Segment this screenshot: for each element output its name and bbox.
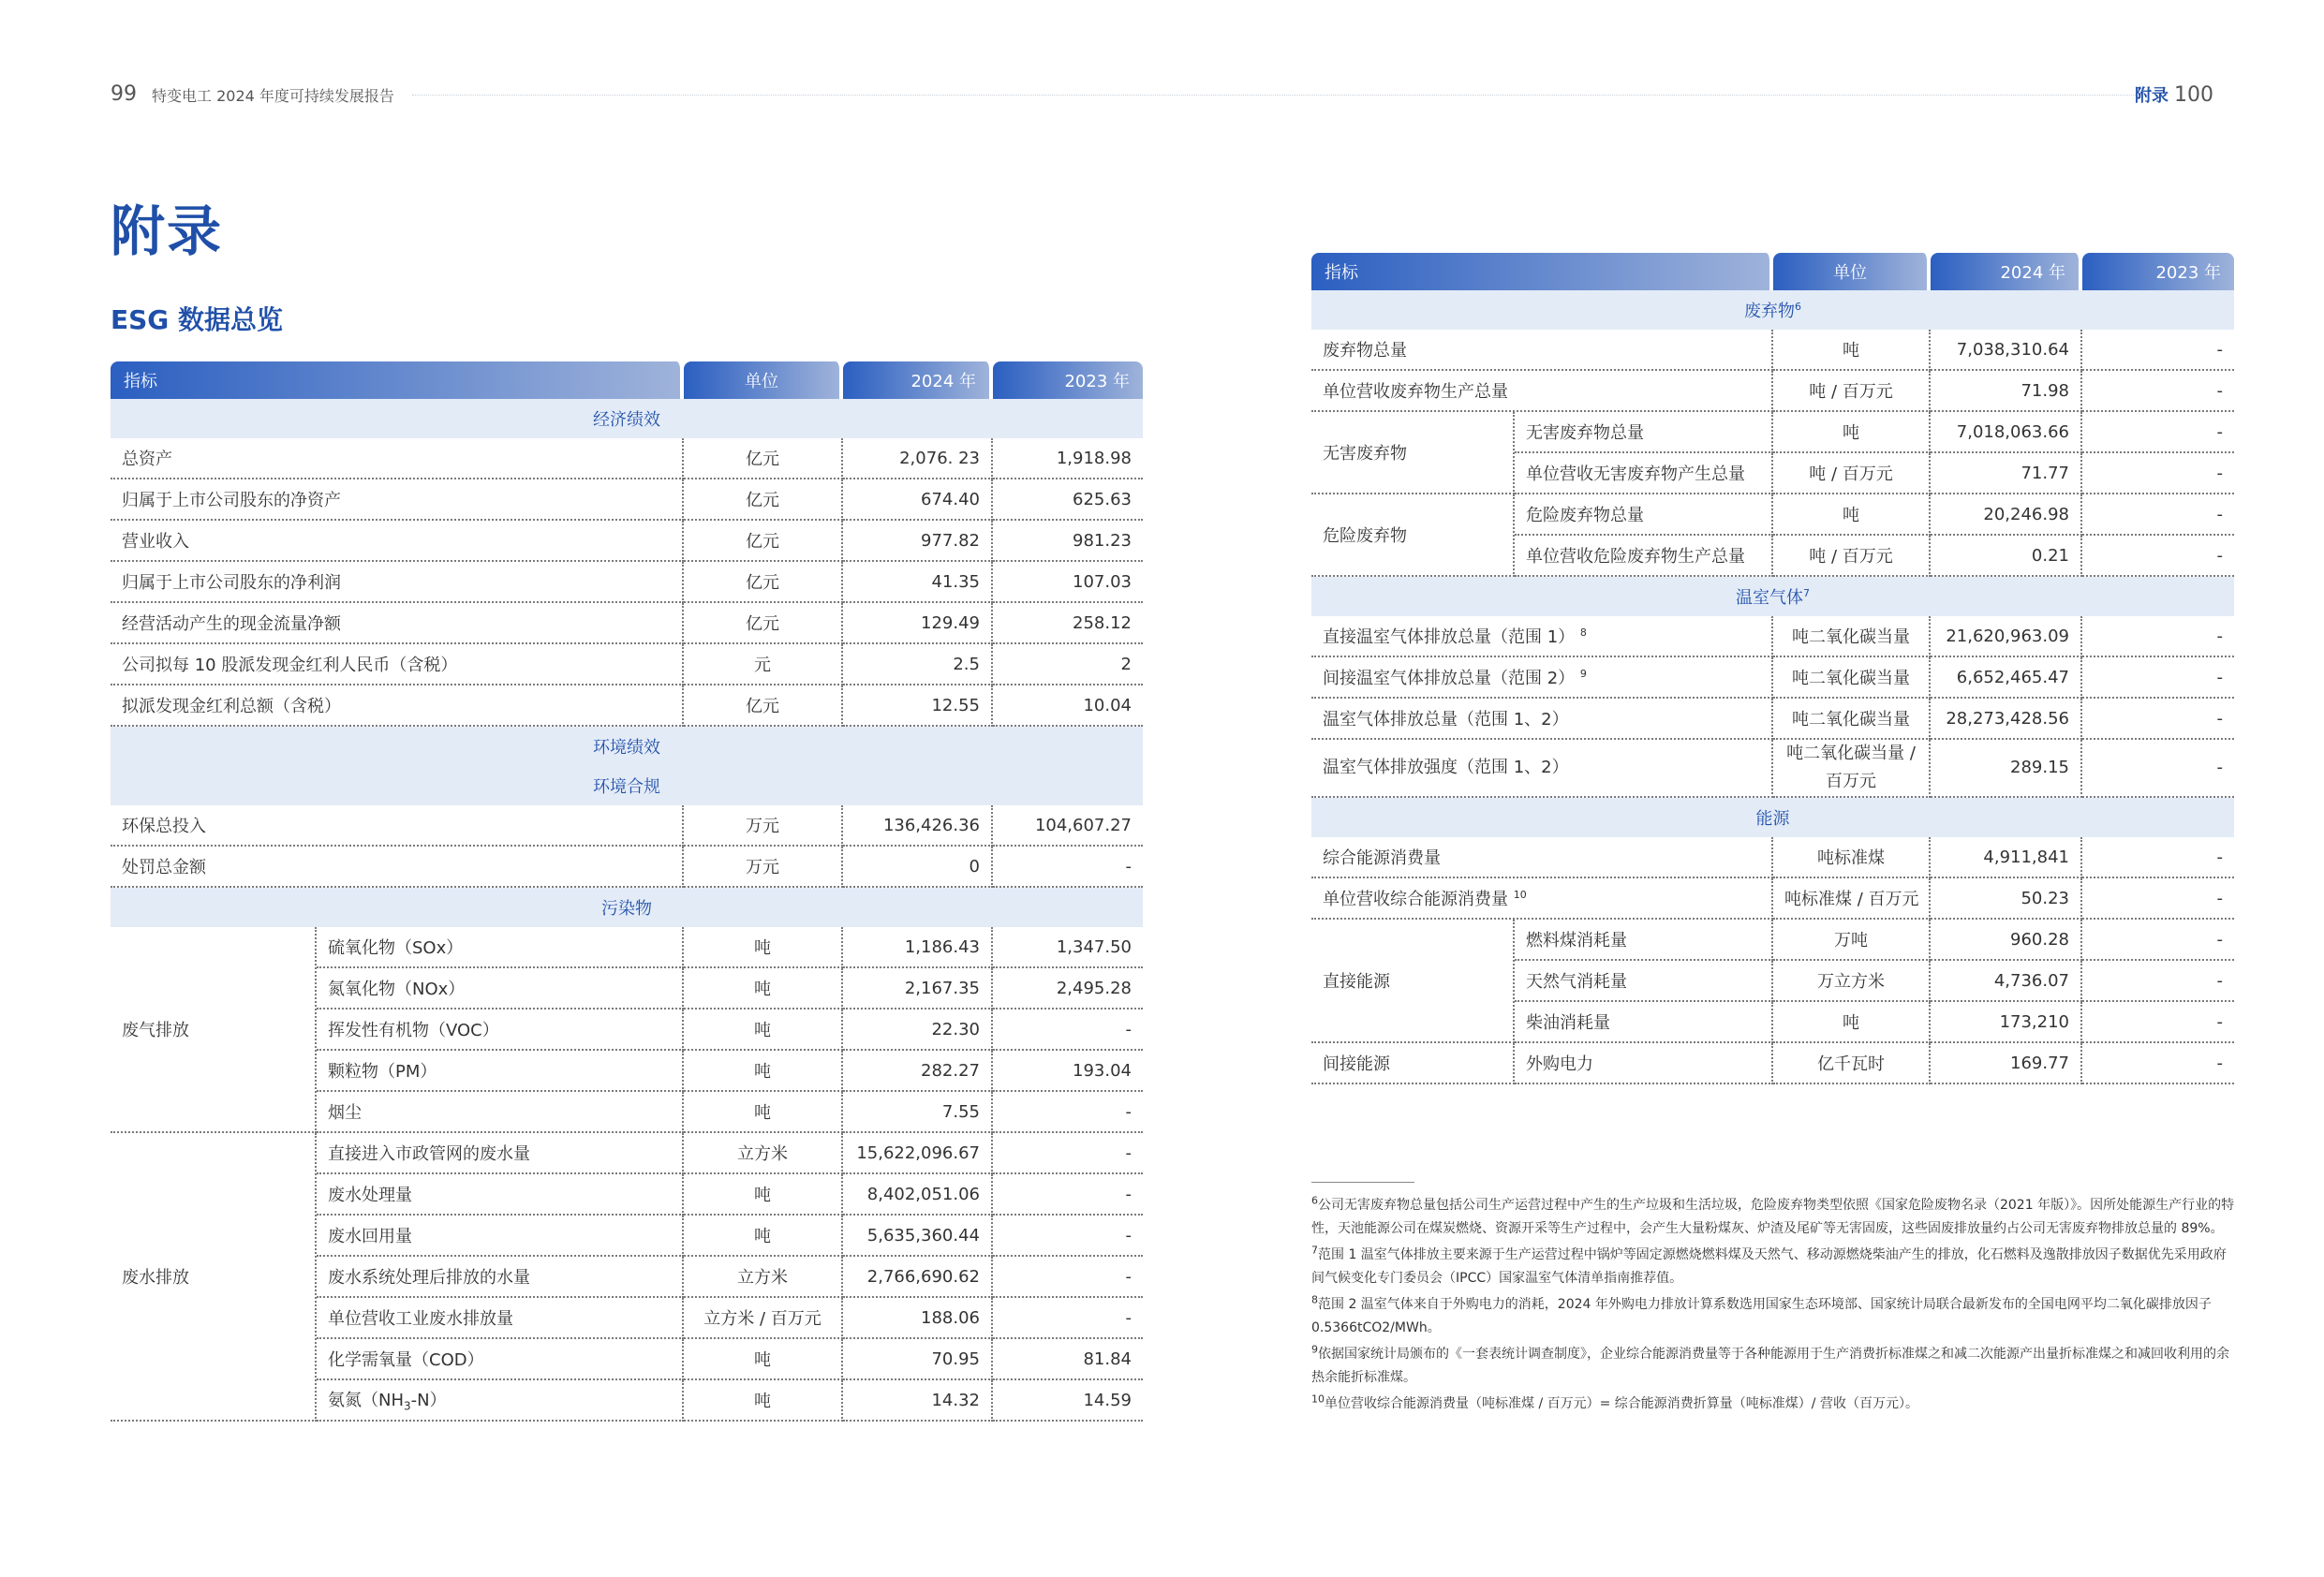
row-name: 危险废弃物总量 [1515, 494, 1773, 536]
table-row [111, 603, 1143, 644]
row-2024: 1,186.43 [843, 927, 993, 968]
footnote-text: 公司无害废弃物总量包括公司生产运营过程中产生的生产垃圾和生活垃圾，危险废弃物类型依照《国家危险废物名录（2021 年版）》。因所处能源生产行业的特性，天池能源公司在煤炭燃烧、资源开采等生产过程中，会产生大量粉煤灰、炉渣及尾矿等无害固废，这些固废排放量约占公司无害废弃物排放总量的 89%。 [1311, 1198, 2235, 1236]
row-group: 废水排放 [111, 1133, 317, 1422]
row-2024: 7,038,310.64 [1931, 330, 2082, 371]
section-subtitle: ESG 数据总览 [111, 304, 284, 335]
row-unit: 万元 [684, 805, 843, 847]
row-name: 公司拟每 10 股派发现金红利人民币（含税） [111, 644, 684, 685]
row-name [1311, 616, 1773, 657]
table-row [111, 644, 1143, 685]
row-name: 温室气体排放强度（范围 1、2） [1311, 740, 1773, 798]
col-unit: 单位 [684, 361, 843, 399]
footnote-ref: 8 [1579, 626, 1587, 639]
row-2024: 12.55 [843, 685, 993, 727]
row-name: 经营活动产生的现金流量净额 [111, 603, 684, 644]
row-2023: 14.59 [993, 1380, 1143, 1422]
row-2023: - [993, 847, 1143, 888]
row-2023: - [2082, 961, 2234, 1002]
footnote-text: 范围 1 温室气体排放主要来源于生产运营过程中锅炉等固定源燃烧燃料煤及天然气、移动源燃烧柴油产生的排放，化石燃料及逸散排放因子数据优先采用政府间气候变化专门委员会（IPCC）国家温室气体清单指南推荐值。 [1311, 1247, 2227, 1286]
table-row [1311, 657, 2234, 699]
footnote-number: 10 [1311, 1393, 1325, 1406]
row-2023: - [2082, 699, 2234, 740]
page-number: 100 [2174, 83, 2213, 107]
row-name: 环保总投入 [111, 805, 684, 847]
row-2024: 136,426.36 [843, 805, 993, 847]
row-2023: - [993, 1298, 1143, 1339]
row-name: 营业收入 [111, 521, 684, 562]
footnote-ref: 9 [1579, 668, 1587, 680]
row-group: 无害废弃物 [1311, 412, 1515, 494]
row-name: 无害废弃物总量 [1515, 412, 1773, 453]
row-2023: - [2082, 536, 2234, 577]
row-2023: 258.12 [993, 603, 1143, 644]
table-row [111, 1133, 1143, 1174]
page-title: 附录 [111, 199, 224, 263]
footnote-number: 7 [1311, 1244, 1318, 1257]
row-name: 燃料煤消耗量 [1515, 920, 1773, 961]
row-name [317, 1380, 684, 1422]
row-2024: 22.30 [843, 1010, 993, 1051]
footnote-item [1311, 1393, 2239, 1416]
row-group: 废气排放 [111, 927, 317, 1133]
row-2024: 70.95 [843, 1339, 993, 1380]
col-indicator: 指标 [111, 361, 684, 399]
row-name: 归属于上市公司股东的净资产 [111, 479, 684, 521]
section-economic: 经济绩效 [111, 399, 1143, 438]
row-2023: - [2082, 412, 2234, 453]
row-2023: - [993, 1216, 1143, 1257]
table-row [111, 685, 1143, 727]
row-name: 归属于上市公司股东的净利润 [111, 562, 684, 603]
row-name: 硫氧化物（SOx） [317, 927, 684, 968]
row-name: 废水系统处理后排放的水量 [317, 1257, 684, 1298]
row-unit: 立方米 [684, 1133, 843, 1174]
row-2023: - [2082, 371, 2234, 412]
row-name: 柴油消耗量 [1515, 1002, 1773, 1043]
row-unit: 立方米 [684, 1257, 843, 1298]
footnote-number: 8 [1311, 1293, 1318, 1306]
row-name: 废水处理量 [317, 1174, 684, 1216]
row-2024: 289.15 [1931, 740, 2082, 798]
row-2023: 10.04 [993, 685, 1143, 727]
row-2024: 5,635,360.44 [843, 1216, 993, 1257]
row-2023: 1,347.50 [993, 927, 1143, 968]
row-2024: 2,167.35 [843, 968, 993, 1010]
row-unit: 吨 [684, 1339, 843, 1380]
row-2024: 2,076. 23 [843, 438, 993, 479]
row-2024: 7,018,063.66 [1931, 412, 2082, 453]
row-unit: 吨 / 百万元 [1773, 536, 1931, 577]
row-2024: 2.5 [843, 644, 993, 685]
section-energy: 能源 [1311, 798, 2234, 837]
footnotes [1311, 1194, 2239, 1419]
row-2023: - [993, 1257, 1143, 1298]
footnote-item [1311, 1293, 2239, 1340]
row-2024: 71.77 [1931, 453, 2082, 494]
row-name: 化学需氧量（COD） [317, 1339, 684, 1380]
table-row [1311, 699, 2234, 740]
col-2024: 2024 年 [843, 361, 993, 399]
page-number-left: 99 [111, 82, 137, 106]
row-2023: 81.84 [993, 1339, 1143, 1380]
row-name: 烟尘 [317, 1092, 684, 1133]
row-unit: 万元 [684, 847, 843, 888]
row-unit: 吨 [684, 1010, 843, 1051]
section-row [1311, 577, 2234, 616]
section-row [111, 727, 1143, 766]
col-2023: 2023 年 [993, 361, 1143, 399]
row-2023: 1,918.98 [993, 438, 1143, 479]
row-name-text: -N） [410, 1391, 447, 1411]
row-2024: 4,911,841 [1931, 837, 2082, 878]
row-name: 综合能源消费量 [1311, 837, 1773, 878]
row-2023: - [993, 1010, 1143, 1051]
row-unit: 吨 [684, 1174, 843, 1216]
row-2024: 169.77 [1931, 1043, 2082, 1084]
footnote-item [1311, 1343, 2239, 1390]
table-header-row [111, 361, 1143, 399]
row-unit: 吨 [1773, 330, 1931, 371]
table-row [111, 479, 1143, 521]
footnote-text: 单位营收综合能源消费量（吨标准煤 / 百万元）= 综合能源消费折算量（吨标准煤）/ 营收（百万元）。 [1325, 1396, 1918, 1411]
report-title: 特变电工 2024 年度可持续发展报告 [152, 87, 394, 105]
row-unit: 亿元 [684, 438, 843, 479]
esg-data-table-left [111, 361, 1143, 1422]
row-2023: - [2082, 453, 2234, 494]
table-row [1311, 412, 2234, 453]
table-row [1311, 371, 2234, 412]
row-unit: 立方米 / 百万元 [684, 1298, 843, 1339]
row-unit: 吨 / 百万元 [1773, 371, 1931, 412]
row-2023: - [2082, 1002, 2234, 1043]
table-row [1311, 837, 2234, 878]
row-name [1311, 657, 1773, 699]
footnote-ref: 7 [1803, 587, 1810, 599]
section-ghg-label: 温室气体 [1736, 588, 1803, 608]
col-indicator: 指标 [1311, 253, 1773, 290]
row-unit: 亿元 [684, 521, 843, 562]
row-2023: - [2082, 1043, 2234, 1084]
row-name: 单位营收无害废弃物产生总量 [1515, 453, 1773, 494]
row-unit: 亿元 [684, 562, 843, 603]
row-unit: 吨 [684, 927, 843, 968]
table-row [111, 562, 1143, 603]
row-unit: 吨二氧化碳当量 [1773, 657, 1931, 699]
row-2023: 2 [993, 644, 1143, 685]
row-unit: 亿元 [684, 603, 843, 644]
row-2024: 41.35 [843, 562, 993, 603]
table-row [111, 438, 1143, 479]
row-unit: 吨二氧化碳当量 [1773, 616, 1931, 657]
row-2024: 8,402,051.06 [843, 1174, 993, 1216]
row-unit: 吨二氧化碳当量 [1773, 699, 1931, 740]
page-number-right [2135, 82, 2213, 107]
row-unit: 万立方米 [1773, 961, 1931, 1002]
section-waste-label: 废弃物 [1744, 302, 1795, 321]
table-row [111, 847, 1143, 888]
row-2024: 977.82 [843, 521, 993, 562]
row-2023: 625.63 [993, 479, 1143, 521]
row-2024: 21,620,963.09 [1931, 616, 2082, 657]
row-2023: 104,607.27 [993, 805, 1143, 847]
row-2023: 107.03 [993, 562, 1143, 603]
unit-line: 吨二氧化碳当量 / [1786, 744, 1916, 763]
section-row [111, 888, 1143, 927]
row-2023: - [993, 1092, 1143, 1133]
row-2023: - [993, 1174, 1143, 1216]
table-row [111, 521, 1143, 562]
row-2023: - [993, 1133, 1143, 1174]
row-2024: 28,273,428.56 [1931, 699, 2082, 740]
col-unit: 单位 [1773, 253, 1931, 290]
row-unit: 吨标准煤 [1773, 837, 1931, 878]
row-name: 氮氧化物（NOx） [317, 968, 684, 1010]
row-2024: 4,736.07 [1931, 961, 2082, 1002]
row-2024: 14.32 [843, 1380, 993, 1422]
row-unit: 亿千瓦时 [1773, 1043, 1931, 1084]
row-unit: 元 [684, 644, 843, 685]
row-2024: 7.55 [843, 1092, 993, 1133]
row-2024: 2,766,690.62 [843, 1257, 993, 1298]
row-2024: 6,652,465.47 [1931, 657, 2082, 699]
row-2023: - [2082, 878, 2234, 920]
row-2024: 282.27 [843, 1051, 993, 1092]
section-label: 附录 [2135, 86, 2169, 106]
row-name: 废水回用量 [317, 1216, 684, 1257]
row-name [1311, 878, 1773, 920]
row-name: 挥发性有机物（VOC） [317, 1010, 684, 1051]
row-group: 危险废弃物 [1311, 494, 1515, 577]
subscript: 3 [404, 1399, 411, 1413]
row-unit: 吨 [684, 1051, 843, 1092]
section-row [1311, 290, 2234, 330]
col-2023: 2023 年 [2082, 253, 2234, 290]
row-name: 颗粒物（PM） [317, 1051, 684, 1092]
section-environment: 环境绩效 [111, 727, 1143, 766]
row-name: 天然气消耗量 [1515, 961, 1773, 1002]
row-name: 温室气体排放总量（范围 1、2） [1311, 699, 1773, 740]
section-ghg [1311, 577, 2234, 616]
row-group: 间接能源 [1311, 1043, 1515, 1084]
row-name: 处罚总金额 [111, 847, 684, 888]
row-unit: 吨标准煤 / 百万元 [1773, 878, 1931, 920]
table-row [1311, 330, 2234, 371]
row-2023: - [2082, 657, 2234, 699]
row-2024: 0 [843, 847, 993, 888]
section-row [1311, 798, 2234, 837]
row-2023: 981.23 [993, 521, 1143, 562]
row-2024: 674.40 [843, 479, 993, 521]
footnote-ref: 10 [1513, 889, 1527, 901]
row-unit: 吨 [1773, 494, 1931, 536]
footnote-number: 9 [1311, 1343, 1318, 1356]
footnote-ref: 6 [1795, 301, 1801, 313]
row-unit: 吨 [684, 968, 843, 1010]
row-group: 直接能源 [1311, 920, 1515, 1043]
section-pollutants: 污染物 [111, 888, 1143, 927]
row-name: 单位营收工业废水排放量 [317, 1298, 684, 1339]
row-unit: 吨 [1773, 1002, 1931, 1043]
row-name: 单位营收废弃物生产总量 [1311, 371, 1773, 412]
table-row [1311, 740, 2234, 798]
row-2023: - [2082, 494, 2234, 536]
footnote-number: 6 [1311, 1194, 1318, 1207]
section-waste [1311, 290, 2234, 330]
table-row [1311, 920, 2234, 961]
row-unit [1773, 740, 1931, 798]
footnote-text: 范围 2 温室气体来自于外购电力的消耗，2024 年外购电力排放计算系数选用国家生态环境部、国家统计局联合最新发布的全国电网平均二氧化碳排放因子 0.5366tCO2/MWh。 [1311, 1297, 2212, 1335]
row-2024: 15,622,096.67 [843, 1133, 993, 1174]
esg-data-table-right [1311, 253, 2234, 1084]
section-row [111, 399, 1143, 438]
row-2024: 188.06 [843, 1298, 993, 1339]
row-name: 单位营收危险废弃物生产总量 [1515, 536, 1773, 577]
row-2024: 173,210 [1931, 1002, 2082, 1043]
row-unit: 亿元 [684, 479, 843, 521]
footnote-item [1311, 1194, 2239, 1241]
row-2024: 129.49 [843, 603, 993, 644]
row-2024: 50.23 [1931, 878, 2082, 920]
row-name: 直接进入市政管网的废水量 [317, 1133, 684, 1174]
section-env-compliance: 环境合规 [111, 766, 1143, 805]
table-row [1311, 494, 2234, 536]
row-2023: - [2082, 616, 2234, 657]
table-row [1311, 878, 2234, 920]
row-name: 总资产 [111, 438, 684, 479]
row-unit: 吨 [1773, 412, 1931, 453]
table-row [111, 927, 1143, 968]
row-name-text: 直接温室气体排放总量（范围 1） [1323, 627, 1576, 647]
footnote-item [1311, 1244, 2239, 1290]
row-unit: 亿元 [684, 685, 843, 727]
row-2023: - [2082, 330, 2234, 371]
table-row [1311, 1043, 2234, 1084]
row-2023: - [2082, 920, 2234, 961]
unit-line: 百万元 [1826, 772, 1876, 791]
table-header-row [1311, 253, 2234, 290]
row-2024: 20,246.98 [1931, 494, 2082, 536]
row-2023: - [2082, 837, 2234, 878]
table-row [111, 805, 1143, 847]
row-unit: 吨 [684, 1380, 843, 1422]
header-rule [412, 95, 2145, 96]
row-name-text: 单位营收综合能源消费量 [1323, 890, 1508, 909]
row-unit: 吨 / 百万元 [1773, 453, 1931, 494]
row-name: 拟派发现金红利总额（含税） [111, 685, 684, 727]
row-2024: 960.28 [1931, 920, 2082, 961]
row-2023: - [2082, 740, 2234, 798]
row-2023: 2,495.28 [993, 968, 1143, 1010]
row-2024: 0.21 [1931, 536, 2082, 577]
row-unit: 吨 [684, 1092, 843, 1133]
footnote-rule [1311, 1182, 1414, 1183]
row-name: 废弃物总量 [1311, 330, 1773, 371]
row-2024: 71.98 [1931, 371, 2082, 412]
row-unit: 吨 [684, 1216, 843, 1257]
section-row [111, 766, 1143, 805]
footnote-text: 依据国家统计局颁布的《一套表统计调查制度》，企业综合能源消费量等于各种能源用于生产消费折标准煤之和减二次能源产出量折标准煤之和减回收利用的余热余能折标准煤。 [1311, 1347, 2229, 1385]
row-name-text: 氨氮（NH [328, 1391, 404, 1411]
row-unit: 万吨 [1773, 920, 1931, 961]
row-name: 外购电力 [1515, 1043, 1773, 1084]
row-2023: 193.04 [993, 1051, 1143, 1092]
col-2024: 2024 年 [1931, 253, 2082, 290]
row-name-text: 间接温室气体排放总量（范围 2） [1323, 669, 1576, 688]
table-row [1311, 616, 2234, 657]
